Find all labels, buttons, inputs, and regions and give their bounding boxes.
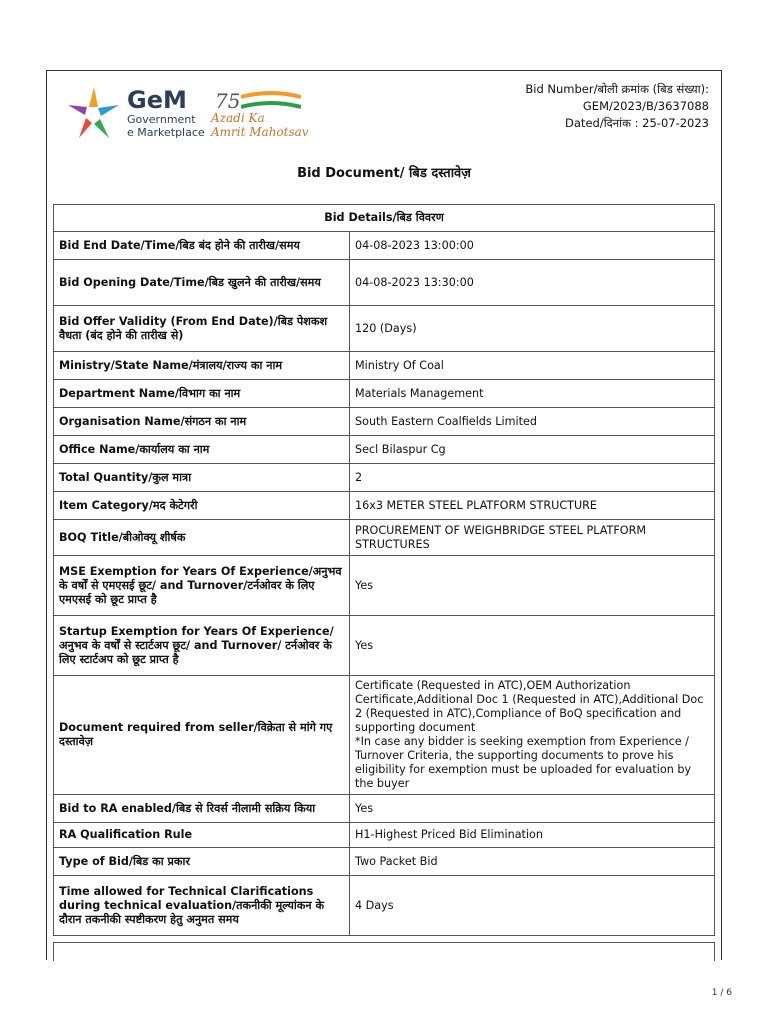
bid-dated: [525, 115, 709, 132]
flag-swoosh-icon: [241, 91, 301, 111]
row-label: Type of Bid/बिड का प्रकार: [54, 848, 350, 876]
table-row: [54, 260, 715, 306]
gem-logo-text: [127, 87, 205, 139]
row-label: Office Name/कार्यालय का नाम: [54, 436, 350, 464]
row-value: Materials Management: [350, 380, 715, 408]
row-value: 04-08-2023 13:00:00: [350, 232, 715, 260]
table-row: [54, 556, 715, 616]
table-row: [54, 380, 715, 408]
row-value: H1-Highest Priced Bid Elimination: [350, 823, 715, 848]
table-row: [54, 676, 715, 795]
table-row: [54, 823, 715, 848]
next-table-section: [53, 942, 715, 961]
gem-logo-title: GeM: [127, 86, 187, 114]
row-value: Certificate (Requested in ATC),OEM Authorization Certificate,Additional Doc 1 (Requested in ATC),Additional Doc 2 (Requested in ATC),Compliance of BoQ specification and supporting document *In case any bidder is seeking exemption from Experience / Turnover Criteria, the supporting documents to prove his eligibility for exemption must be uploaded for evaluation by the buyer: [350, 676, 715, 795]
row-label: Startup Exemption for Years Of Experience/अनुभव के वर्षों से स्टार्टअप छूट/ and Turnover/ टर्नओवर के लिए स्टार्टअप को छूट प्राप्त है: [54, 616, 350, 676]
gem-logo-line1: Government: [127, 113, 196, 126]
azadi-logo-line2: Amrit Mahotsav: [211, 125, 309, 139]
row-value: PROCUREMENT OF WEIGHBRIDGE STEEL PLATFORM STRUCTURES: [350, 520, 715, 556]
row-value: Yes: [350, 616, 715, 676]
table-heading: Bid Details/बिड विवरण: [54, 205, 715, 232]
document-title: Bid Document/ बिड दस्तावेज़: [297, 166, 471, 181]
table-row: [54, 232, 715, 260]
azadi-logo-75: 75: [215, 89, 241, 113]
table-row: [54, 306, 715, 352]
row-value: 4 Days: [350, 876, 715, 936]
table-row: [54, 492, 715, 520]
row-value: Secl Bilaspur Cg: [350, 436, 715, 464]
azadi-logo-line1: Azadi Ka: [211, 111, 265, 125]
page-number: 1 / 6: [711, 988, 732, 998]
row-label: Total Quantity/कुल मात्रा: [54, 464, 350, 492]
dated-value: 25-07-2023: [642, 116, 709, 130]
row-label: Time allowed for Technical Clarifications during technical evaluation/तकनीकी मूल्यांकन के दौरान तकनीकी स्पष्टीकरण हेतु अनुमत समय: [54, 876, 350, 936]
document-header: [47, 71, 721, 211]
table-row: [54, 616, 715, 676]
row-label: Bid Offer Validity (From End Date)/बिड पेशकश वैधता (बंद होने की तारीख से): [54, 306, 350, 352]
bid-details-table: [53, 204, 715, 936]
table-row: [54, 352, 715, 380]
gem-logo-line2: e Marketplace: [127, 126, 205, 139]
table-row: [54, 436, 715, 464]
table-row: [54, 520, 715, 556]
row-label: Bid to RA enabled/बिड से रिवर्स नीलामी सक्रिय किया: [54, 795, 350, 823]
bid-meta: [525, 81, 709, 132]
bid-number: GEM/2023/B/3637088: [582, 99, 709, 113]
dated-label: Dated/दिनांक :: [565, 116, 639, 130]
row-value: 2: [350, 464, 715, 492]
table-row: [54, 848, 715, 876]
table-row: [54, 464, 715, 492]
row-value: 16x3 METER STEEL PLATFORM STRUCTURE: [350, 492, 715, 520]
row-value: Ministry Of Coal: [350, 352, 715, 380]
bid-number-label: Bid Number/बोली क्रमांक (बिड संख्या):: [525, 82, 709, 96]
table-heading-row: [54, 205, 715, 232]
row-label: BOQ Title/बीओक्यू शीर्षक: [54, 520, 350, 556]
table-row: [54, 795, 715, 823]
row-value: South Eastern Coalfields Limited: [350, 408, 715, 436]
table-row: [54, 408, 715, 436]
row-value: 120 (Days): [350, 306, 715, 352]
row-value: Yes: [350, 556, 715, 616]
table-row: [54, 876, 715, 936]
row-label: Item Category/मद केटेगरी: [54, 492, 350, 520]
row-label: MSE Exemption for Years Of Experience/अनुभव के वर्षों से एमएसई छूट/ and Turnover/टर्नओवर के लिए एमएसई को छूट प्राप्त है: [54, 556, 350, 616]
azadi-ka-amrit-mahotsav-logo: [211, 89, 311, 145]
row-label: RA Qualification Rule: [54, 823, 350, 848]
row-label: Department Name/विभाग का नाम: [54, 380, 350, 408]
row-label: Bid End Date/Time/बिड बंद होने की तारीख/समय: [54, 232, 350, 260]
document-page: [46, 70, 722, 960]
row-label: Document required from seller/विक्रेता से मांगे गए दस्तावेज़: [54, 676, 350, 795]
row-value: Two Packet Bid: [350, 848, 715, 876]
row-label: Ministry/State Name/मंत्रालय/राज्य का नाम: [54, 352, 350, 380]
row-value: Yes: [350, 795, 715, 823]
row-label: Bid Opening Date/Time/बिड खुलने की तारीख/समय: [54, 260, 350, 306]
row-value: 04-08-2023 13:30:00: [350, 260, 715, 306]
row-label: Organisation Name/संगठन का नाम: [54, 408, 350, 436]
gem-star-icon: [65, 83, 123, 145]
